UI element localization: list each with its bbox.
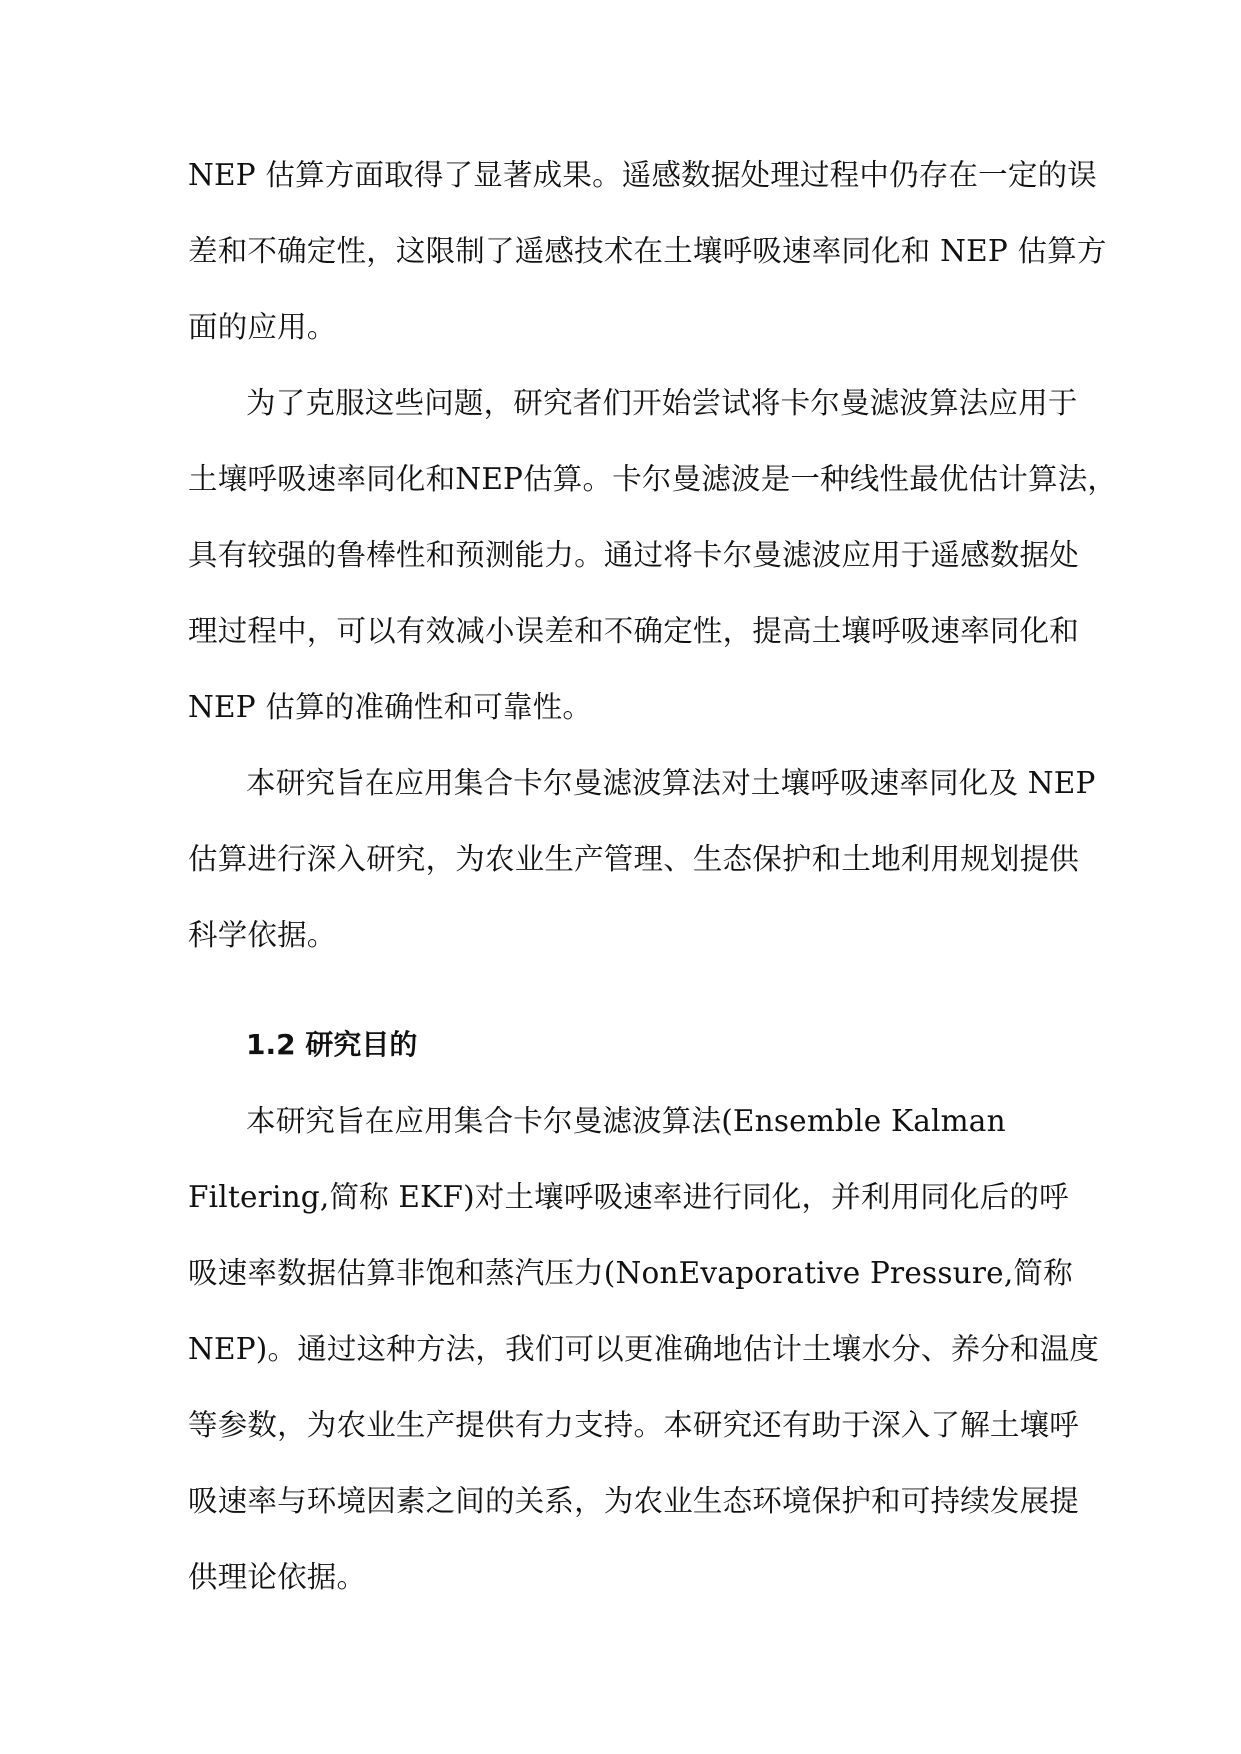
paragraph-line: 为了克服这些问题，研究者们开始尝试将卡尔曼滤波算法应用于: [246, 386, 1078, 420]
document-body: [188, 137, 1118, 1615]
paragraph-line: 科学依据。: [188, 918, 337, 952]
section-heading: 1.2 研究目的: [246, 1028, 418, 1061]
paragraph-line: 差和不确定性，这限制了遥感技术在土壤呼吸速率同化和 NEP 估算方: [188, 234, 1107, 268]
paragraph-line: NEP)。通过这种方法，我们可以更准确地估计土壤水分、养分和温度: [188, 1332, 1100, 1366]
paragraph-line: 理过程中，可以有效减小误差和不确定性，提高土壤呼吸速率同化和: [188, 614, 1080, 648]
paragraph-line: 具有较强的鲁棒性和预测能力。通过将卡尔曼滤波应用于遥感数据处: [188, 538, 1080, 572]
paragraph-line: 估算进行深入研究，为农业生产管理、生态保护和土地利用规划提供: [188, 842, 1080, 876]
paragraph-line: 吸速率与环境因素之间的关系，为农业生态环境保护和可持续发展提: [188, 1484, 1080, 1518]
paragraph-1: [188, 137, 1107, 365]
paragraph-line: 供理论依据。: [188, 1560, 367, 1594]
paragraph-line: 等参数，为农业生产提供有力支持。本研究还有助于深入了解土壤呼: [188, 1408, 1080, 1442]
section-paragraph: [188, 1083, 1100, 1615]
paragraph-line: 面的应用。: [188, 310, 337, 344]
paragraph-line: Filtering,简称 EKF)对土壤呼吸速率进行同化，并利用同化后的呼: [188, 1180, 1069, 1214]
paragraph-3: [188, 745, 1096, 973]
paragraph-2: [188, 365, 1118, 745]
paragraph-line: NEP 估算方面取得了显著成果。遥感数据处理过程中仍存在一定的误: [188, 158, 1097, 192]
paragraph-line: 本研究旨在应用集合卡尔曼滤波算法对土壤呼吸速率同化及 NEP: [246, 766, 1096, 800]
paragraph-line: 本研究旨在应用集合卡尔曼滤波算法(Ensemble Kalman: [246, 1104, 1006, 1138]
section-spacer: [188, 973, 1062, 1007]
paragraph-line: NEP 估算的准确性和可靠性。: [188, 690, 593, 724]
paragraph-line: 吸速率数据估算非饱和蒸汽压力(NonEvaporative Pressure,简称: [188, 1256, 1073, 1290]
paragraph-line: 土壤呼吸速率同化和NEP估算。卡尔曼滤波是一种线性最优估计算法，: [188, 462, 1118, 496]
